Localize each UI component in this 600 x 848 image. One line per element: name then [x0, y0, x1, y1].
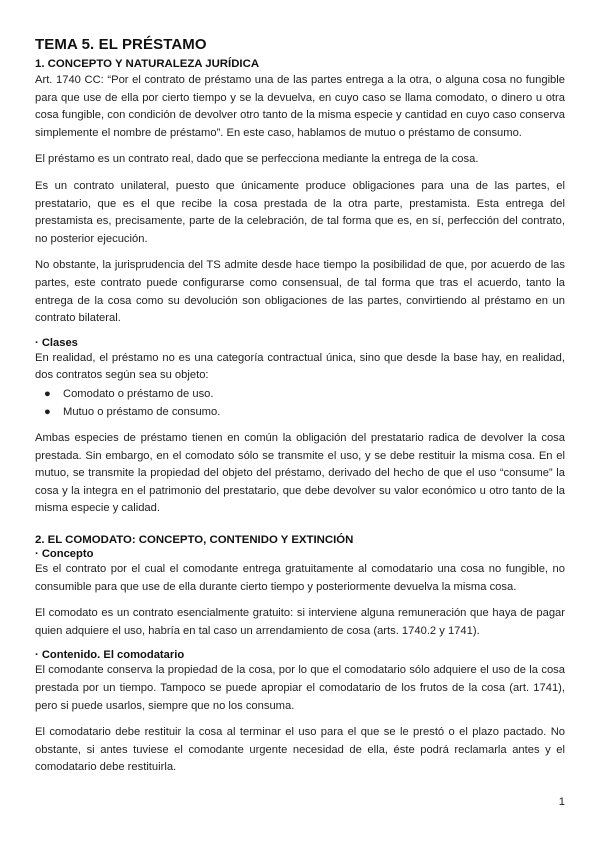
- clases-heading: · Clases: [35, 336, 78, 349]
- list-item-text: Comodato o préstamo de uso.: [63, 387, 214, 400]
- document-title: TEMA 5. EL PRÉSTAMO: [35, 36, 207, 53]
- section-2-heading: 2. EL COMODATO: CONCEPTO, CONTENIDO Y EXTINCIÓN: [35, 534, 354, 547]
- document-page: [35, 36, 565, 786]
- paragraph: Ambas especies de préstamo tienen en común la obligación del prestatario radica de devolver la cosa prestada. Sin embargo, en el comodato sólo se transmite el uso, y se debe restituir la misma cosa. En el mutuo, se transmite la propiedad del objeto del préstamo, derivado del hecho de que el uso “consume” la cosa y la integra en el patrimonio del prestatario, que debe devolver su valor económico u otro tanto de la misma especie y calidad.: [35, 432, 565, 515]
- paragraph: El comodatario debe restituir la cosa al terminar el uso para el que se le prestó o el plazo pactado. No obstante, si antes tuviese el comodante urgente necesidad de ella, éste podrá reclamarla antes y el comodatario debe restituirla.: [35, 726, 565, 774]
- page-number: 1: [558, 796, 565, 808]
- paragraph: Es el contrato por el cual el comodante entrega gratuitamente al comodatario una cosa no fungible, no consumible para que use de ella durante cierto tiempo y posteriormente devuelva la misma cosa.: [35, 563, 565, 593]
- list-item-text: Mutuo o préstamo de consumo.: [63, 405, 221, 418]
- paragraph: El comodante conserva la propiedad de la cosa, por lo que el comodatario sólo adquiere el uso de la cosa prestada por un tiempo. Tampoco se puede apropiar el comodatario de los frutos de la cosa (art. 1741), pero si puede usarlos, siempre que no los consuma.: [35, 664, 565, 712]
- list-item: [35, 404, 565, 422]
- list-item: [35, 386, 565, 404]
- section-1-heading: 1. CONCEPTO Y NATURALEZA JURÍDICA: [35, 58, 260, 70]
- paragraph: El comodato es un contrato esencialmente gratuito: si interviene alguna remuneración que haya de pagar quien adquiere el uso, habría en tal caso un arrendamiento de cosa (arts. 1740.2 y 1741).: [35, 607, 565, 637]
- bullet-icon: ●: [44, 405, 51, 418]
- paragraph: Art. 1740 CC: “Por el contrato de préstamo una de las partes entrega a la otra, o alguna cosa no fungible para que use de ella por cierto tiempo y se la devuelva, en cuyo caso se llama comodato, o dinero u otra cosa fungible, con condición de devolver otro tanto de la misma especie y cantidad en cuyo caso conserva simplemente el nombre de préstamo”. En este caso, hablamos de mutuo o préstamo de consumo.: [35, 74, 565, 139]
- paragraph: El préstamo es un contrato real, dado que se perfecciona mediante la entrega de la cosa.: [35, 153, 479, 166]
- concepto-heading: · Concepto: [35, 548, 94, 561]
- contenido-heading: · Contenido. El comodatario: [35, 649, 185, 662]
- paragraph: No obstante, la jurisprudencia del TS admite desde hace tiempo la posibilidad de que, por acuerdo de las partes, este contrato puede configurarse como consensual, de tal forma que tras el acuerdo, tanto la entrega de la cosa como su devolución son obligaciones de las partes, convirtiendo al préstamo en un contrato bilateral.: [35, 259, 565, 325]
- bullet-icon: ●: [44, 387, 51, 400]
- clases-list: [35, 386, 565, 421]
- paragraph: En realidad, el préstamo no es una categoría contractual única, sino que desde la base hay, en realidad, dos contratos según sea su objeto:: [35, 351, 565, 382]
- paragraph: Es un contrato unilateral, puesto que únicamente produce obligaciones para una de las partes, el prestatario, que es el que recibe la cosa prestada de la otra parte, prestamista. Esta entrega del prestamista es, precisamente, parte de la celebración, de tal forma que es, en sí, perfección del contrato, no posterior ejecución.: [35, 179, 565, 245]
